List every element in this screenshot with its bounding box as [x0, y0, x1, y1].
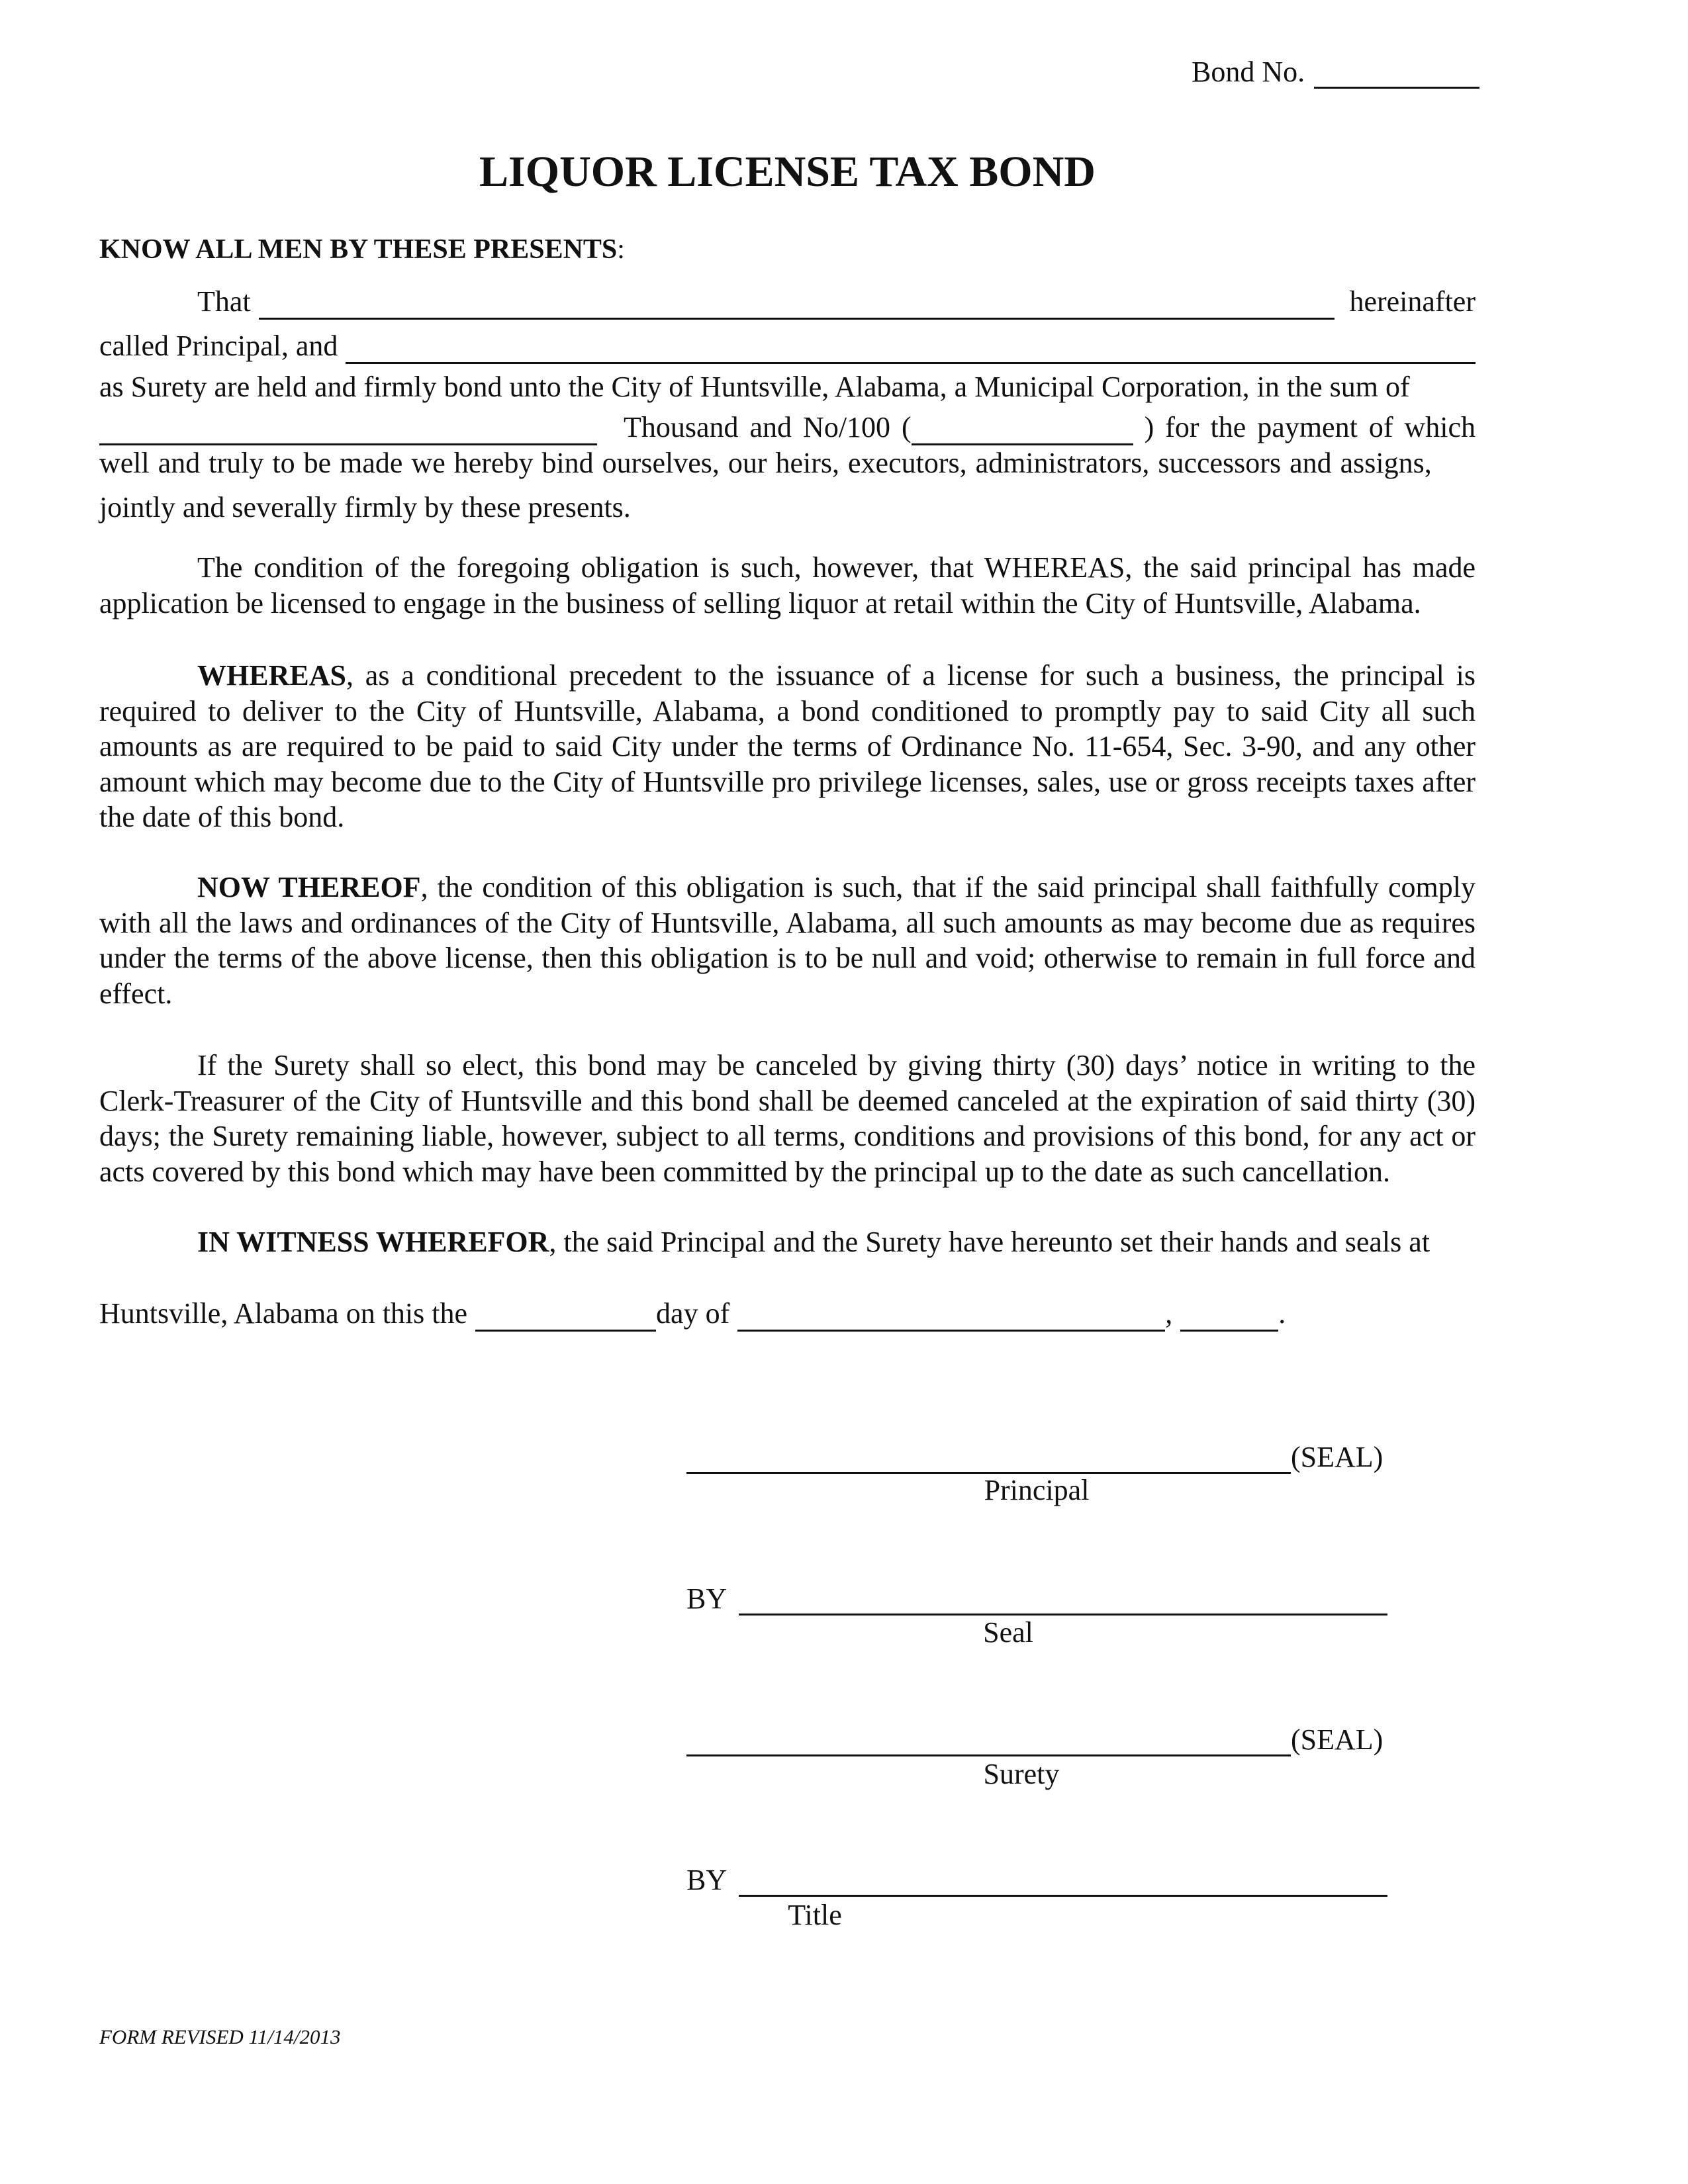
- date-period: .: [1278, 1297, 1286, 1330]
- payment-label: ) for the payment of which: [1144, 411, 1476, 443]
- condition-paragraph: The condition of the foregoing obligation is such, however, that WHEREAS, the said principal has made application be licensed to engage in the business of selling liquor at retail within the City of Huntsville, Alabama.: [99, 551, 1476, 619]
- surety-signature-blank: [686, 1728, 1291, 1756]
- surety-signature: [686, 1721, 1383, 1756]
- sum-amount-blank: [912, 417, 1133, 445]
- surety-by-blank: [739, 1868, 1387, 1897]
- witness-text: , the said Principal and the Surety have hereunto set their hands and seals at: [549, 1226, 1430, 1258]
- surety-held-text: as Surety are held and firmly bond unto the City of Huntsville, Alabama, a Municipal Corporation, in the sum of: [99, 371, 1410, 403]
- preamble-text: KNOW ALL MEN BY THESE PRESENTS: [99, 234, 618, 265]
- principal-signature-blank: [686, 1445, 1291, 1474]
- sum-line: [99, 410, 1476, 445]
- principal-by-signature: [686, 1580, 1387, 1615]
- seal-label-2: (SEAL): [1291, 1723, 1383, 1756]
- surety-name-line: [99, 328, 1476, 364]
- by-label-2: BY: [686, 1864, 727, 1896]
- whereas-paragraph: [99, 658, 1476, 835]
- surety-label: Surety: [983, 1758, 1060, 1790]
- form-revision-footer: FORM REVISED 11/14/2013: [99, 2025, 341, 2048]
- year-blank: [1180, 1303, 1278, 1332]
- jointly-text: jointly and severally firmly by these presents.: [99, 491, 631, 523]
- date-prefix: Huntsville, Alabama on this the: [99, 1297, 468, 1330]
- now-thereof-paragraph: [99, 870, 1476, 1011]
- principal-by-blank: [739, 1587, 1387, 1615]
- title-caption: Title: [788, 1899, 842, 1931]
- surety-held-line: [99, 369, 1476, 405]
- surety-name-blank: [346, 336, 1476, 364]
- bond-number-blank: [1314, 60, 1479, 89]
- preamble: [99, 232, 625, 267]
- hereinafter-label: hereinafter: [1349, 285, 1476, 318]
- called-principal-label: called Principal, and: [99, 330, 338, 362]
- bind-text: well and truly to be made we hereby bind ourselves, our heirs, executors, administrators, successors and assigns,: [99, 447, 1432, 479]
- that-label: That: [197, 285, 251, 318]
- sum-words-blank: [99, 417, 597, 445]
- principal-line: [99, 284, 1476, 320]
- principal-label: Principal: [984, 1474, 1090, 1506]
- date-line: [99, 1296, 1476, 1332]
- document-title: LIQUOR LICENSE TAX BOND: [479, 148, 1096, 196]
- seal-caption: Seal: [983, 1616, 1033, 1649]
- by-label-1: BY: [686, 1582, 727, 1615]
- date-comma: ,: [1165, 1297, 1173, 1330]
- now-thereof-lead: NOW THEREOF: [197, 871, 421, 903]
- cancellation-paragraph: If the Surety shall so elect, this bond may be canceled by giving thirty (30) days’ notice in writing to the Clerk-Treasurer of the City of Huntsville and this bond shall be deemed canceled at the expiration of said thirty (30) days; the Surety remaining liable, however, subject to all terms, conditions and provisions of this bond, for any act or acts covered by this bond which may have been committed by the principal up to the date as such cancellation.: [99, 1049, 1476, 1188]
- witness-lead: IN WITNESS WHEREFOR: [197, 1226, 549, 1258]
- witness-paragraph: [99, 1224, 1476, 1260]
- principal-signature: [686, 1438, 1383, 1474]
- day-of-label: day of: [656, 1297, 730, 1330]
- month-blank: [737, 1303, 1165, 1332]
- principal-name-blank: [259, 291, 1335, 320]
- jointly-line: [99, 490, 1476, 525]
- whereas-text: , as a conditional precedent to the issuance of a license for such a business, the principal is required to deliver to the City of Huntsville, Alabama, a bond conditioned to promptly pay to said City all such amounts as are required to be paid to said City under the terms of Ordinance No. 11-654, Sec. 3-90, and any other amount which may become due to the City of Huntsville pro privilege licenses, sales, use or gross receipts taxes after the date of this bond.: [99, 659, 1476, 833]
- bond-number: [1192, 53, 1479, 89]
- bond-number-label: Bond No.: [1192, 56, 1305, 88]
- seal-label-1: (SEAL): [1291, 1441, 1383, 1473]
- whereas-lead: WHEREAS: [197, 659, 346, 692]
- now-thereof-text: , the condition of this obligation is such, that if the said principal shall faithfully comply with all the laws and ordinances of the City of Huntsville, Alabama, all such amounts as may become due as requires under the terms of the above license, then this obligation is to be null and void; otherwise to remain in full force and effect.: [99, 871, 1476, 1010]
- surety-by-signature: [686, 1861, 1387, 1897]
- preamble-colon: :: [617, 234, 625, 265]
- day-blank: [475, 1303, 656, 1332]
- thousand-label: Thousand and No/100 (: [624, 411, 912, 443]
- bind-line: [99, 445, 1476, 481]
